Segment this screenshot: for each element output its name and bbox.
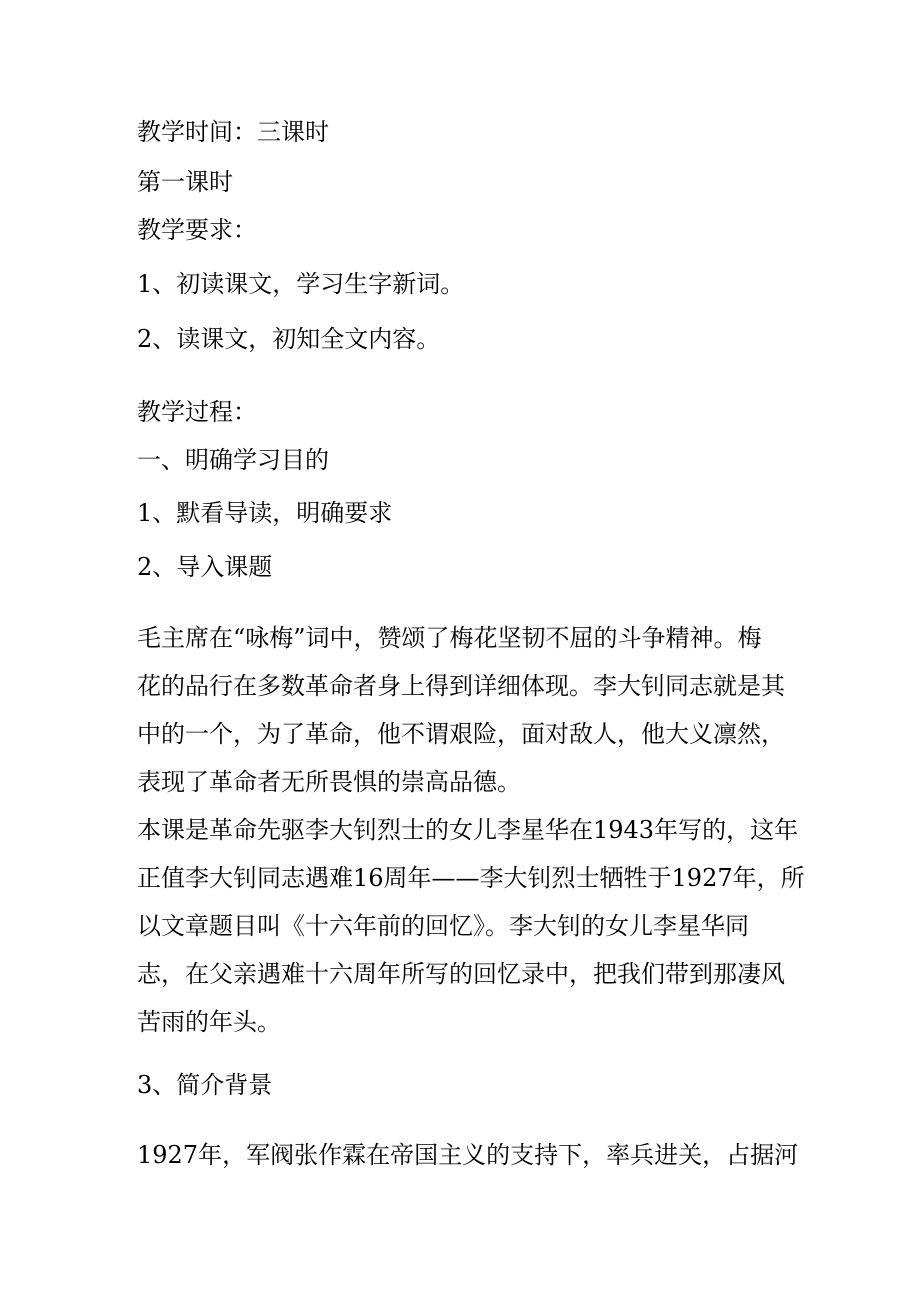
intro-line-2: 花的品行在多数革命者身上得到详细体现。李大钊同志就是其 [137,672,785,700]
lesson-heading: 第一课时 [137,168,233,196]
process-heading: 教学过程： [137,398,257,426]
background-line-3: 以文章题目叫《十六年前的回忆》。李大钊的女儿李星华同 [137,912,749,940]
teaching-time: 教学时间：三课时 [137,118,329,146]
background-line-5: 苦雨的年头。 [137,1008,281,1036]
requirements-heading: 教学要求： [137,216,257,244]
background-paragraph [137,806,805,1046]
background-line-1: 本课是革命先驱李大钊烈士的女儿李星华在1943年写的，这年 [137,816,799,844]
requirement-item-1: 1、初读课文，学习生字新词。 [137,270,465,298]
background-line-2: 正值李大钊同志遇难16周年——李大钊烈士牺牲于1927年，所 [137,864,805,892]
requirement-item-2: 2、读课文，初知全文内容。 [137,325,441,353]
intro-line-4: 表现了革命者无所畏惧的崇高品德。 [137,768,521,796]
history-line: 1927年，军阀张作霖在帝国主义的支持下，率兵进关，占据河 [137,1141,799,1169]
intro-line-1: 毛主席在“咏梅”词中，赞颂了梅花坚韧不屈的斗争精神。梅 [137,624,762,652]
intro-line-3: 中的一个，为了革命，他不谓艰险，面对敌人，他大义凛然， [137,720,785,748]
process-item-1: 1、默看导读，明确要求 [137,499,393,527]
background-line-4: 志，在父亲遇难十六周年所写的回忆录中，把我们带到那凄风 [137,960,785,988]
section-heading-1: 一、明确学习目的 [137,446,329,474]
process-item-3: 3、简介背景 [137,1071,273,1099]
intro-paragraph [137,614,787,806]
process-item-2: 2、导入课题 [137,553,273,581]
